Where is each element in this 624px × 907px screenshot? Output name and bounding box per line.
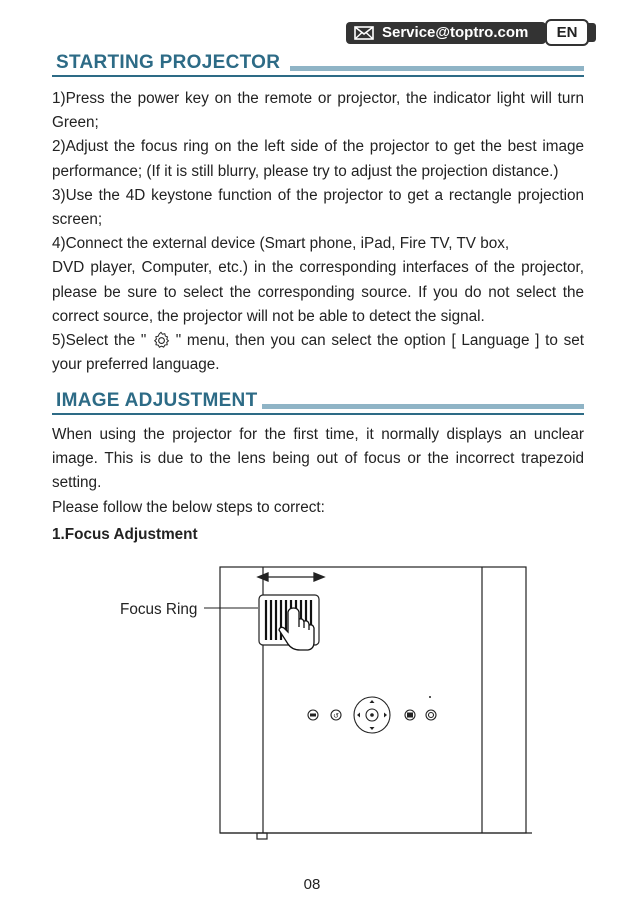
service-contact-badge	[346, 19, 596, 46]
starting-steps	[52, 87, 584, 377]
step-4a: 4)Connect the external device (Smart phone, iPad, Fire TV, TV box,	[52, 235, 510, 253]
step-2: 2)Adjust the focus ring on the left side of the projector to get the best image performance; (If it is still blurry, please try to adjust the projection distance.)	[52, 138, 584, 180]
step-1: 1)Press the power key on the remote or projector, the indicator light will turn Green;	[52, 90, 584, 132]
step-5-start: 5)Select the "	[52, 332, 147, 350]
image-adjustment-text	[52, 423, 584, 520]
step-3: 3)Use the 4D keystone function of the projector to get a rectangle projection screen;	[52, 186, 584, 229]
section-title-starting: STARTING PROJECTOR	[56, 52, 281, 73]
title-bar-starting	[290, 66, 584, 71]
step-4b: DVD player, Computer, etc.) in the corresponding interfaces of the projector, please be sure to select the corresponding source. If you do not select the correct source, the projector will not be able to detect the signal.	[52, 259, 584, 325]
section-title-image: IMAGE ADJUSTMENT	[56, 390, 258, 411]
page-number: 08	[303, 876, 321, 893]
step-5-end: " menu, then you can select the option [ Language ] to set your preferred language.	[52, 332, 585, 374]
service-email: Service@toptro.com	[382, 24, 529, 41]
focus-adjustment-heading: 1.Focus Adjustment	[52, 526, 198, 543]
step-5	[52, 329, 584, 377]
double-arrow-icon	[258, 573, 324, 581]
image-intro: When using the projector for the first time, it normally displays an unclear image. This is due to the lens being out of focus or the incorrect trapezoid setting.	[52, 426, 584, 492]
badge-tab	[588, 23, 596, 42]
title-rule-starting	[52, 75, 584, 77]
language-badge: EN	[545, 19, 589, 46]
svg-text:↺: ↺	[333, 713, 339, 720]
title-rule-image	[52, 413, 584, 415]
title-bar-image	[262, 404, 584, 409]
service-email-pill	[346, 22, 546, 44]
source-button-icon	[426, 710, 436, 720]
projector-illustration	[120, 564, 540, 844]
image-follow: Please follow the below steps to correct:	[52, 498, 325, 516]
focus-ring-label: Focus Ring	[120, 601, 198, 618]
mail-icon	[354, 26, 374, 40]
settings-gear-icon	[152, 331, 170, 349]
